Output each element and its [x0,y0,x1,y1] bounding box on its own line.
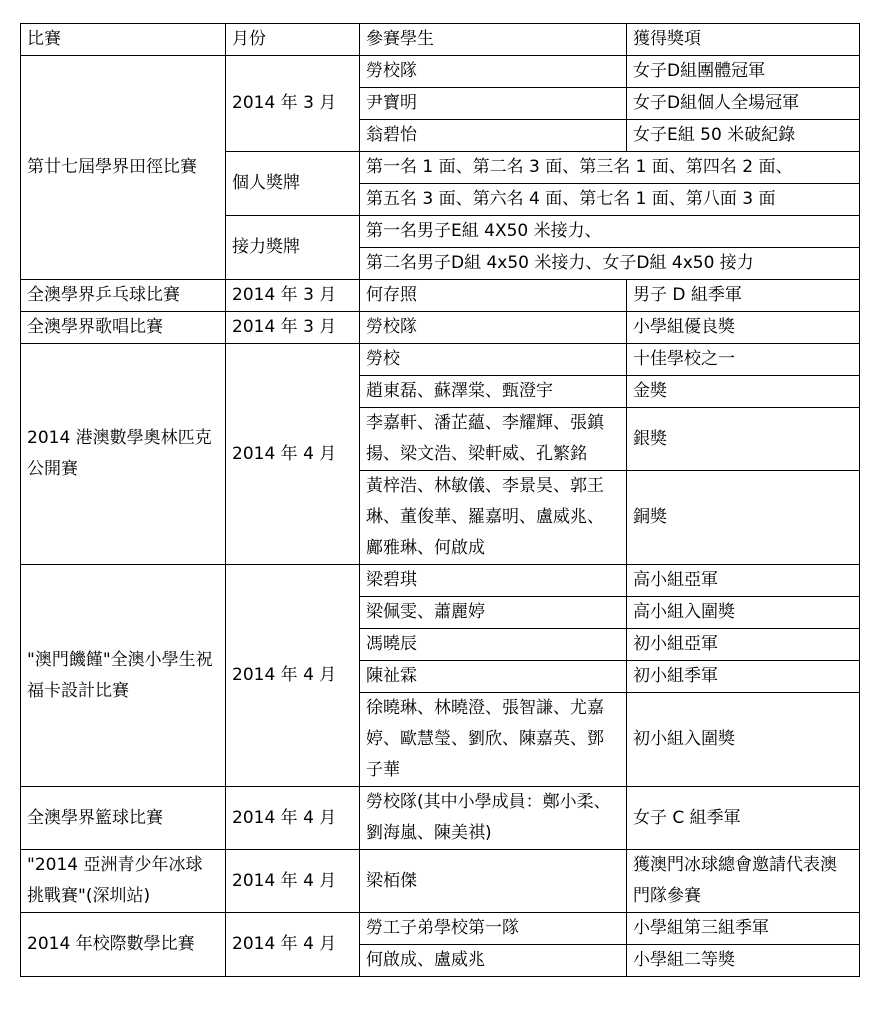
relay-result-cell: 第一名男子E組 4X50 米接力、 [360,216,860,248]
award-cell: 女子D組團體冠軍 [627,56,860,88]
competition-cell: 第廿七屆學界田徑比賽 [21,56,226,280]
month-cell: 2014 年 3 月 [226,280,360,312]
medal-count-cell: 第五名 3 面、第六名 4 面、第七名 1 面、第八面 3 面 [360,184,860,216]
students-cell: 徐曉琳、林曉澄、張智謙、尤嘉婷、歐慧瑩、劉欣、陳嘉英、鄧子華 [360,693,627,787]
award-cell: 女子D組個人全場冠軍 [627,88,860,120]
competition-cell: 2014 年校際數學比賽 [21,913,226,977]
students-cell: 何啟成、盧威兆 [360,945,627,977]
students-cell: 勞校隊(其中小學成員：鄭小柔、劉海嵐、陳美祺) [360,787,627,850]
students-cell: 翁碧怡 [360,120,627,152]
award-cell: 小學組第三組季軍 [627,913,860,945]
award-cell: 女子E組 50 米破紀錄 [627,120,860,152]
award-cell: 女子 C 組季軍 [627,787,860,850]
header-row [21,24,860,56]
award-cell: 小學組優良獎 [627,312,860,344]
category-cell: 個人獎牌 [226,152,360,216]
students-cell: 何存照 [360,280,627,312]
table-row [21,280,860,312]
award-cell: 銅獎 [627,471,860,565]
students-cell: 梁栢傑 [360,850,627,913]
month-cell: 2014 年 4 月 [226,787,360,850]
table-row [21,312,860,344]
students-cell: 勞校隊 [360,56,627,88]
award-cell: 小學組二等獎 [627,945,860,977]
month-cell: 2014 年 3 月 [226,312,360,344]
medal-count-cell: 第一名 1 面、第二名 3 面、第三名 1 面、第四名 2 面、 [360,152,860,184]
month-cell: 2014 年 4 月 [226,344,360,565]
table-row [21,787,860,850]
award-cell: 高小組入圍獎 [627,597,860,629]
award-cell: 男子 D 組季軍 [627,280,860,312]
competition-cell: 全澳學界乒乓球比賽 [21,280,226,312]
month-cell: 2014 年 4 月 [226,850,360,913]
award-cell: 銀獎 [627,408,860,471]
competition-cell: 2014 港澳數學奧林匹克公開賽 [21,344,226,565]
header-competition: 比賽 [21,24,226,56]
table-row [21,913,860,945]
students-cell: 勞工子弟學校第一隊 [360,913,627,945]
competition-cell: "澳門饑饉"全澳小學生祝福卡設計比賽 [21,565,226,787]
students-cell: 馮曉辰 [360,629,627,661]
header-award: 獲得獎項 [627,24,860,56]
competition-cell: "2014 亞洲青少年冰球挑戰賽"(深圳站) [21,850,226,913]
students-cell: 勞校隊 [360,312,627,344]
header-month: 月份 [226,24,360,56]
award-cell: 金獎 [627,376,860,408]
table-row [21,565,860,597]
header-students: 參賽學生 [360,24,627,56]
students-cell: 趙東磊、蘇澤棠、甄澄宇 [360,376,627,408]
students-cell: 梁碧琪 [360,565,627,597]
award-cell: 獲澳門冰球總會邀請代表澳門隊參賽 [627,850,860,913]
students-cell: 勞校 [360,344,627,376]
students-cell: 陳祉霖 [360,661,627,693]
month-cell: 2014 年 4 月 [226,913,360,977]
award-cell: 高小組亞軍 [627,565,860,597]
award-cell: 初小組亞軍 [627,629,860,661]
students-cell: 李嘉軒、潘芷蘊、李耀輝、張鎮揚、梁文浩、梁軒威、孔繁銘 [360,408,627,471]
students-cell: 黃梓浩、林敏儀、李景昊、郭王琳、董俊華、羅嘉明、盧威兆、鄺雅琳、何啟成 [360,471,627,565]
table-row [21,850,860,913]
relay-result-cell: 第二名男子D組 4x50 米接力、女子D組 4x50 接力 [360,248,860,280]
month-cell: 2014 年 3 月 [226,56,360,152]
competition-cell: 全澳學界籃球比賽 [21,787,226,850]
month-cell: 2014 年 4 月 [226,565,360,787]
table-row [21,56,860,88]
award-cell: 初小組季軍 [627,661,860,693]
competition-cell: 全澳學界歌唱比賽 [21,312,226,344]
award-cell: 初小組入圍獎 [627,693,860,787]
awards-table [20,23,860,977]
students-cell: 尹寶明 [360,88,627,120]
category-cell: 接力獎牌 [226,216,360,280]
table-row [21,344,860,376]
students-cell: 梁佩雯、蕭麗婷 [360,597,627,629]
award-cell: 十佳學校之一 [627,344,860,376]
